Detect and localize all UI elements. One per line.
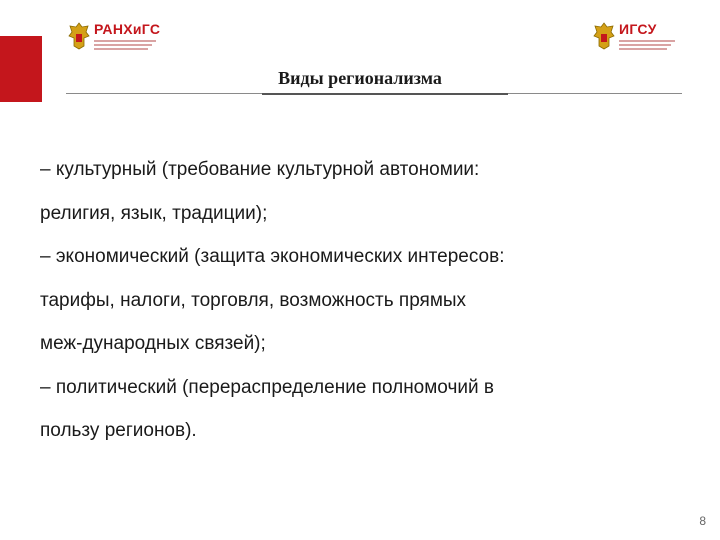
title-divider-accent <box>262 93 508 95</box>
logo-left-subtext <box>94 38 160 50</box>
slide-title: Виды регионализма <box>278 68 442 88</box>
page-number: 8 <box>699 514 706 528</box>
eagle-emblem-icon <box>68 22 90 50</box>
body-line: религия, язык, традиции); <box>40 202 268 224</box>
body-line: тарифы, налоги, торговля, возможность прямых <box>40 289 467 311</box>
eagle-emblem-icon <box>593 22 615 50</box>
body-line: – экономический (защита экономических интересов: <box>40 246 505 267</box>
slide-body <box>40 148 680 453</box>
logo-left-text: РАНХиГС <box>94 21 161 37</box>
body-line: пользу регионов). <box>40 420 197 441</box>
body-line: меж-дународных связей); <box>40 333 266 354</box>
ranepa-logo <box>68 18 160 54</box>
body-line: – культурный (требование культурной автономии: <box>40 159 480 180</box>
logo-right-text: ИГСУ <box>619 21 657 37</box>
igsu-logo <box>593 18 675 54</box>
body-line: – политический (перераспределение полномочий в <box>40 376 494 398</box>
logo-right-subtext <box>619 38 675 50</box>
